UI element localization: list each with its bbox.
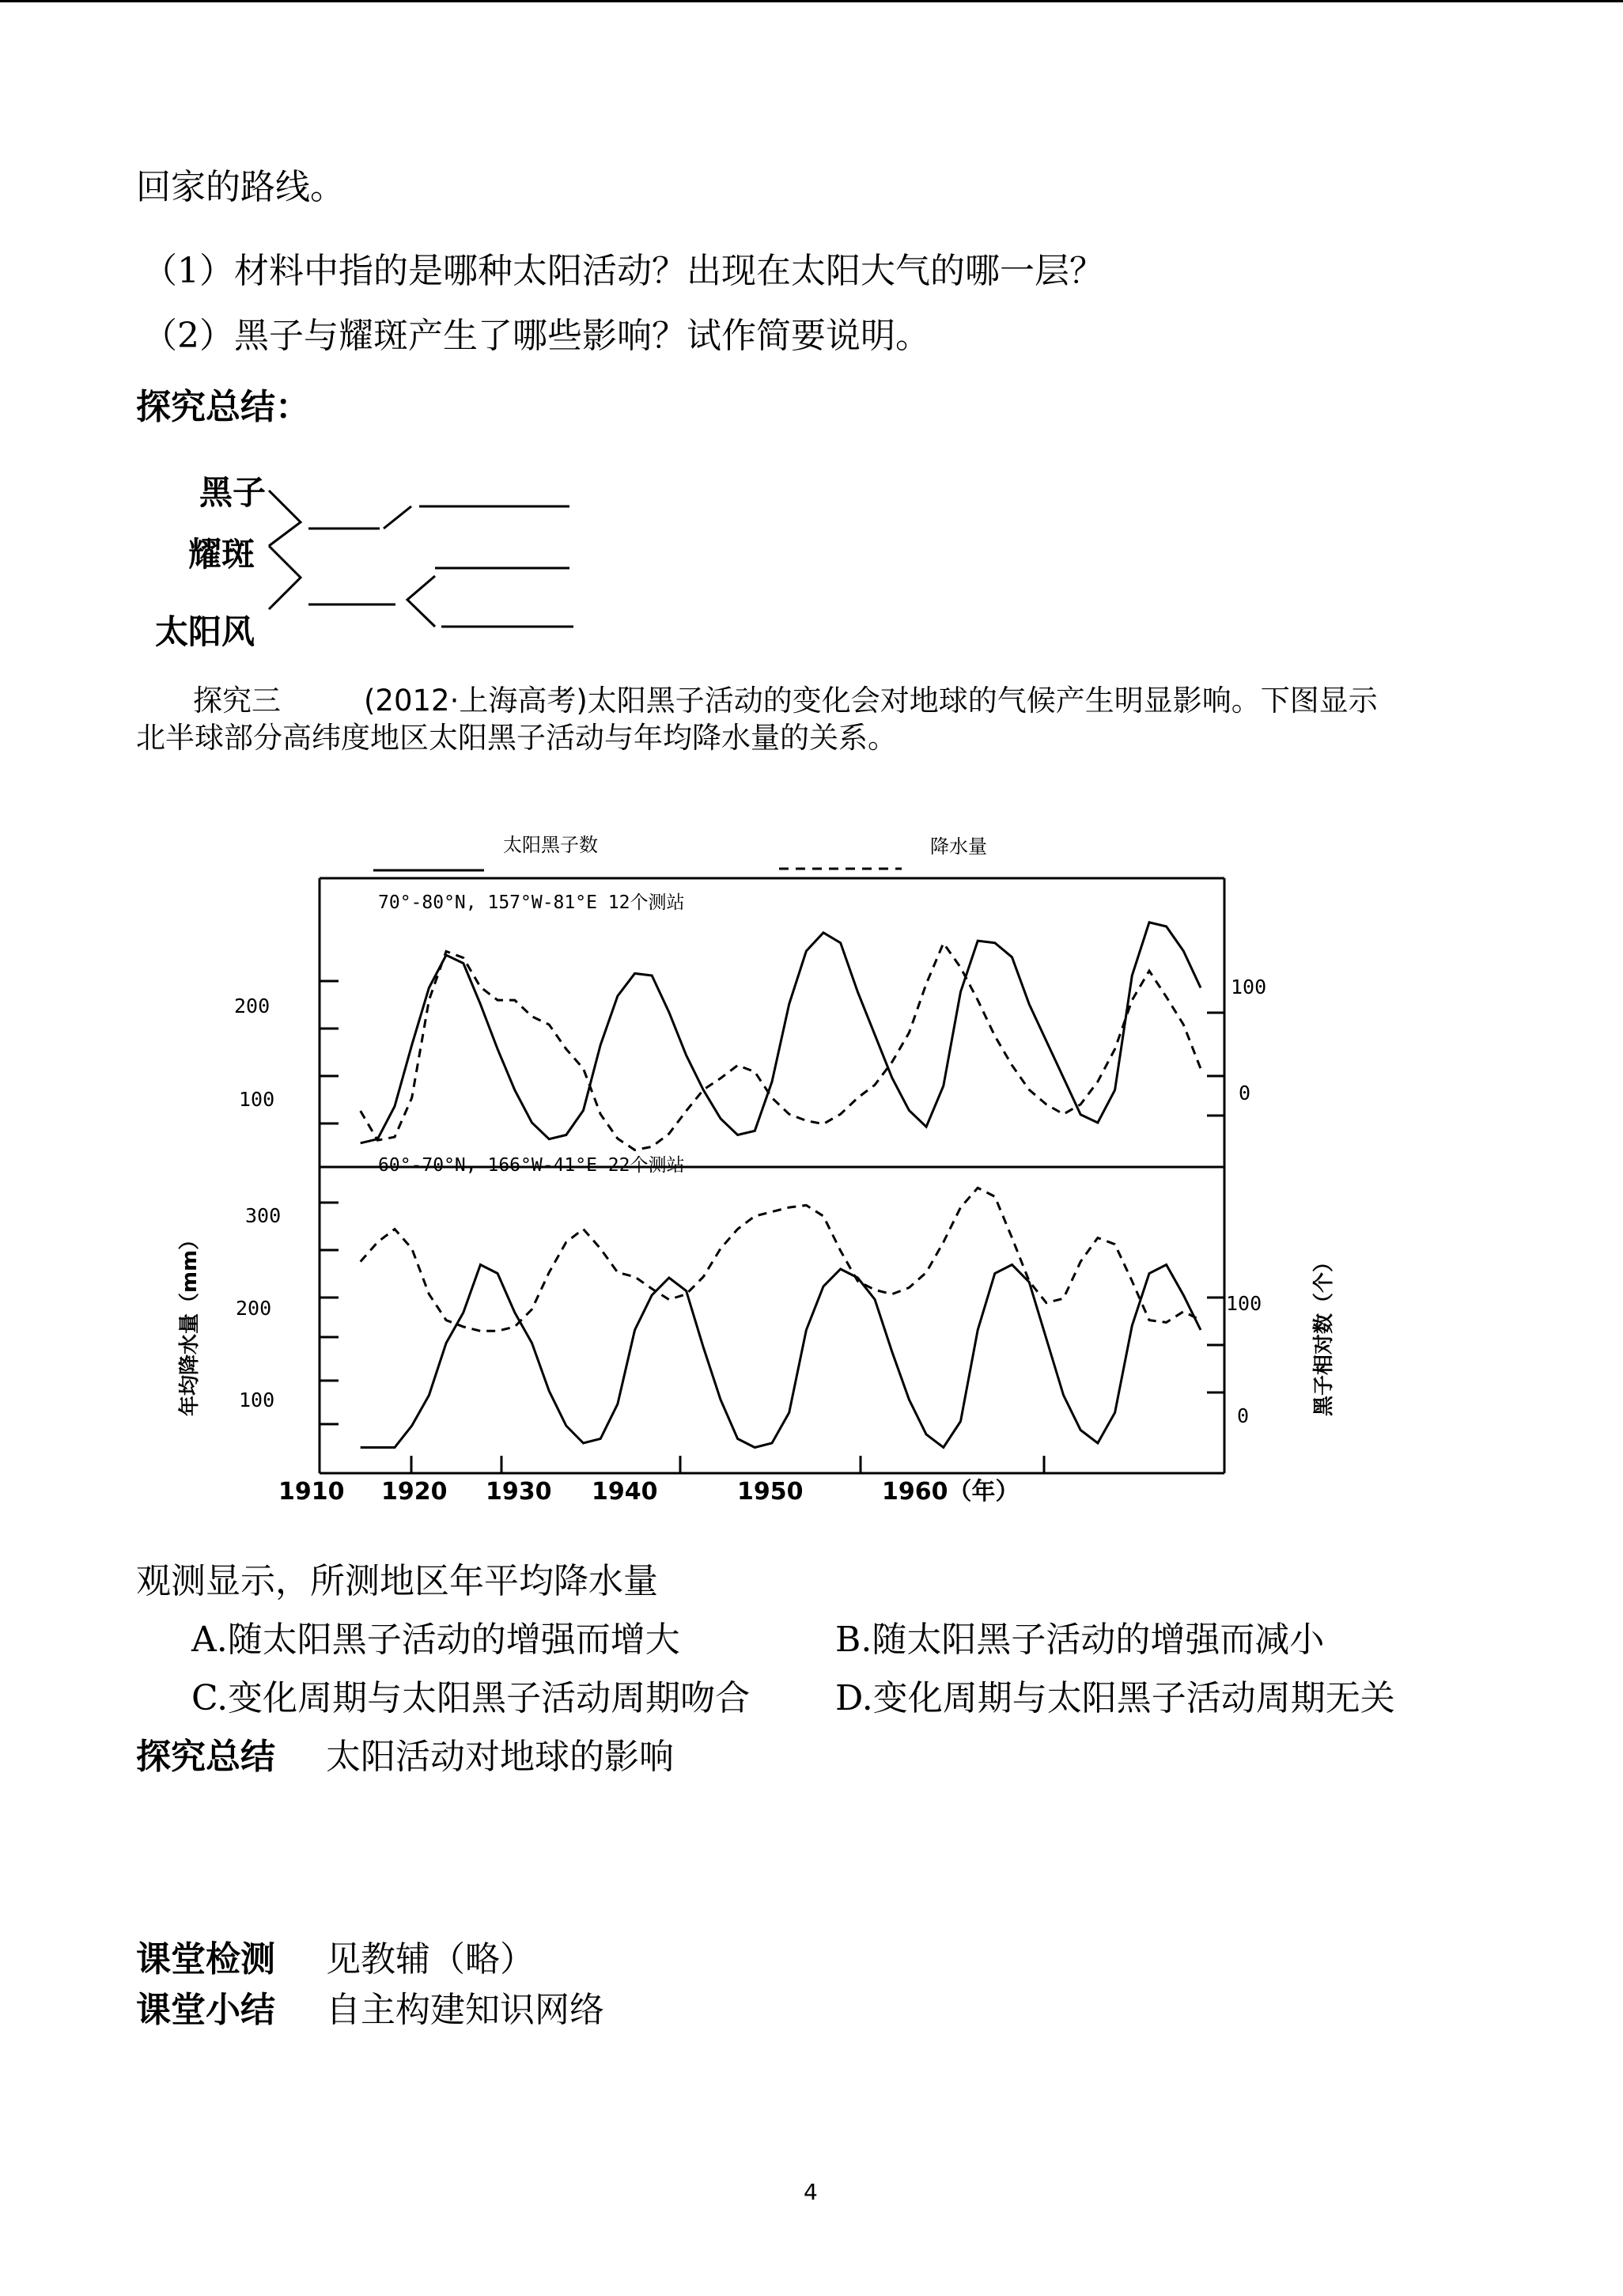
legend-solid-label: 太阳黑子数 <box>503 834 598 856</box>
x-tick-label-1: 1920 <box>381 1478 448 1506</box>
explore3-label: 探究三 <box>193 684 281 718</box>
summary-title-1: 探究总结： <box>136 387 310 427</box>
tree-item-flare: 耀斑 <box>188 535 255 574</box>
y-right-label: 黑子相对数（个） <box>1312 1251 1336 1416</box>
x-tick-label-0: 1910 <box>278 1478 345 1506</box>
panel1-left-tick-200: 200 <box>234 995 270 1017</box>
panel2-left-tick-200: 200 <box>236 1297 272 1320</box>
question-text: 观测显示，所测地区年平均降水量 <box>136 1561 658 1601</box>
class-summary-text: 自主构建知识网络 <box>326 1990 604 2030</box>
panel2-label: 60°-70°N, 166°W-41°E 22个测站 <box>378 1155 685 1176</box>
panel2-right-tick-100: 100 <box>1226 1292 1262 1315</box>
panel2-right-tick-0: 0 <box>1237 1404 1250 1427</box>
panel2-left-tick-100: 100 <box>239 1389 275 1411</box>
class-summary-title: 课堂小结 <box>136 1990 275 2030</box>
x-axis-ticks <box>278 1456 1044 1506</box>
explore3-text: (2012·上海高考)太阳黑子活动的变化会对地球的气候产生明显影响。下图显示 <box>364 684 1378 718</box>
panel1-sunspot-line <box>361 923 1201 1143</box>
panel2-left-tick-300: 300 <box>245 1204 282 1227</box>
class-check-title: 课堂检测 <box>136 1939 275 1980</box>
text-line-route: 回家的路线。 <box>136 167 345 207</box>
option-d[interactable]: D.变化周期与太阳黑子活动周期无关 <box>835 1678 1395 1718</box>
question-1: （1）材料中指的是哪种太阳活动？出现在太阳大气的哪一层？ <box>142 251 1104 291</box>
right-tick-marks <box>1207 1013 1224 1392</box>
chart-legend <box>373 834 987 870</box>
option-a[interactable]: A.随太阳黑子活动的增强而增大 <box>191 1620 680 1660</box>
panel2-sunspot-line <box>361 1265 1201 1448</box>
class-check-text: 见教辅（略） <box>326 1939 535 1980</box>
summary-text-2: 太阳活动对地球的影响 <box>326 1737 674 1777</box>
chart-series <box>361 923 1201 1448</box>
x-tick-label-2: 1930 <box>486 1478 552 1506</box>
option-c[interactable]: C.变化周期与太阳黑子活动周期吻合 <box>191 1678 751 1718</box>
tree-item-sunspot: 黑子 <box>199 473 267 512</box>
x-tick-label-3: 1940 <box>592 1478 658 1506</box>
panel1-left-tick-100: 100 <box>239 1088 275 1111</box>
option-b[interactable]: B.随太阳黑子活动的增强而减小 <box>835 1620 1325 1660</box>
panel1-right-tick-0: 0 <box>1239 1082 1251 1104</box>
panel1-label: 70°-80°N, 157°W-81°E 12个测站 <box>378 892 685 913</box>
legend-dashed-label: 降水量 <box>930 835 987 858</box>
question-2: （2）黑子与耀斑产生了哪些影响？试作简要说明。 <box>142 316 930 356</box>
panel1-right-tick-100: 100 <box>1231 976 1267 998</box>
explore3-text-2: 北半球部分高纬度地区太阳黑子活动与年均降水量的关系。 <box>136 721 897 755</box>
x-tick-label-5: 1960（年） <box>882 1478 1020 1506</box>
summary-title-2: 探究总结 <box>136 1737 275 1777</box>
x-tick-label-4: 1950 <box>737 1478 804 1506</box>
panel2-precip-line <box>361 1188 1201 1331</box>
tree-item-solar-wind: 太阳风 <box>155 612 255 651</box>
y-left-label: 年均降水量（mm） <box>178 1229 202 1416</box>
page-number: 4 <box>804 2179 818 2205</box>
left-tick-marks <box>320 981 339 1424</box>
